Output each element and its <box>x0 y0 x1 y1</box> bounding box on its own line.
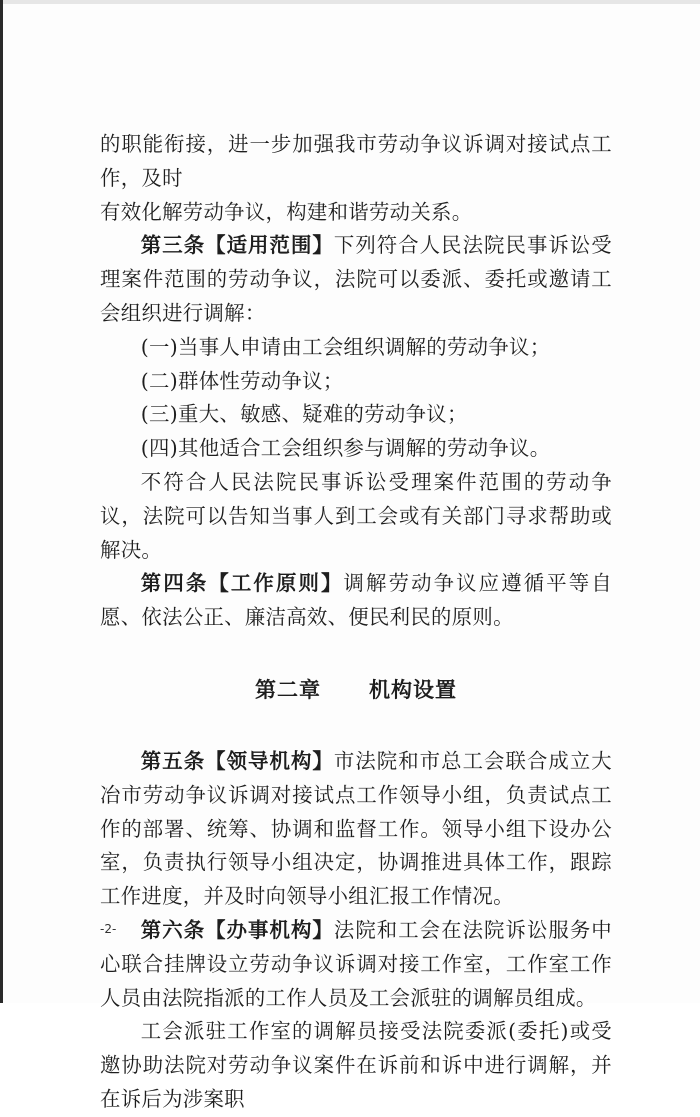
article-3-item-1: (一)当事人申请由工会组织调解的劳动争议； <box>140 334 551 359</box>
chapter-title: 机构设置 <box>369 676 457 702</box>
article-6-title: 第六条【办事机构】 <box>140 917 334 942</box>
article-6 <box>100 914 612 1015</box>
article-6-text: 法院和工会在法院诉讼服务中心联合挂牌设立劳动争议诉调对接工作室，工作室工作人员由法院指派的工作人员及工会派驻的调解员组成。 <box>100 917 612 1010</box>
article-3-title: 第三条【适用范围】 <box>140 233 334 258</box>
article-3 <box>100 229 612 330</box>
article-3-text: 下列符合人民法院民事诉讼受理案件范围的劳动争议，法院可以委派、委托或邀请工会组织进行调解： <box>100 233 612 325</box>
article-3-note: 不符合人民法院民事诉讼受理案件范围的劳动争议，法院可以告知当事人到工会或有关部门寻求帮助或解决。 <box>100 469 612 562</box>
article-5-title: 第五条【领导机构】 <box>140 748 334 773</box>
article-6-note: 工会派驻工作室的调解员接受法院委派(委托)或受邀协助法院对劳动争议案件在诉前和诉中进行调解，并在诉后为涉案职 <box>100 1019 612 1111</box>
scan-top-edge <box>0 0 700 4</box>
intro-line-2: 有效化解劳动争议，构建和谐劳动关系。 <box>100 199 473 224</box>
chapter-number: 第二章 <box>255 676 321 702</box>
article-4-title: 第四条【工作原则】 <box>140 571 344 596</box>
article-3-item-2: (二)群体性劳动争议； <box>140 368 344 393</box>
scan-left-edge <box>0 0 3 1003</box>
article-4-text: 调解劳动争议应遵循平等自愿、依法公正、廉洁高效、便民利民的原则。 <box>100 571 612 630</box>
article-3-item-4: (四)其他适合工会组织参与调解的劳动争议。 <box>140 436 551 461</box>
document-body <box>100 128 612 1117</box>
article-4 <box>100 567 612 635</box>
article-3-item-3: (三)重大、敏感、疑难的劳动争议； <box>140 402 468 427</box>
page-number: -2- <box>100 922 117 936</box>
intro-line-1: 的职能衔接，进一步加强我市劳动争议诉调对接试点工作，及时 <box>100 132 612 190</box>
article-5-text: 市法院和市总工会联合成立大冶市劳动争议诉调对接试点工作领导小组，负责试点工作的部署、统筹、协调和监督工作。领导小组下设办公室，负责执行领导小组决定，协调推进具体工作，跟踪工作进度，并及时向领导小组汇报工作情况。 <box>100 748 612 909</box>
article-5 <box>100 745 612 914</box>
chapter-heading <box>100 635 612 745</box>
